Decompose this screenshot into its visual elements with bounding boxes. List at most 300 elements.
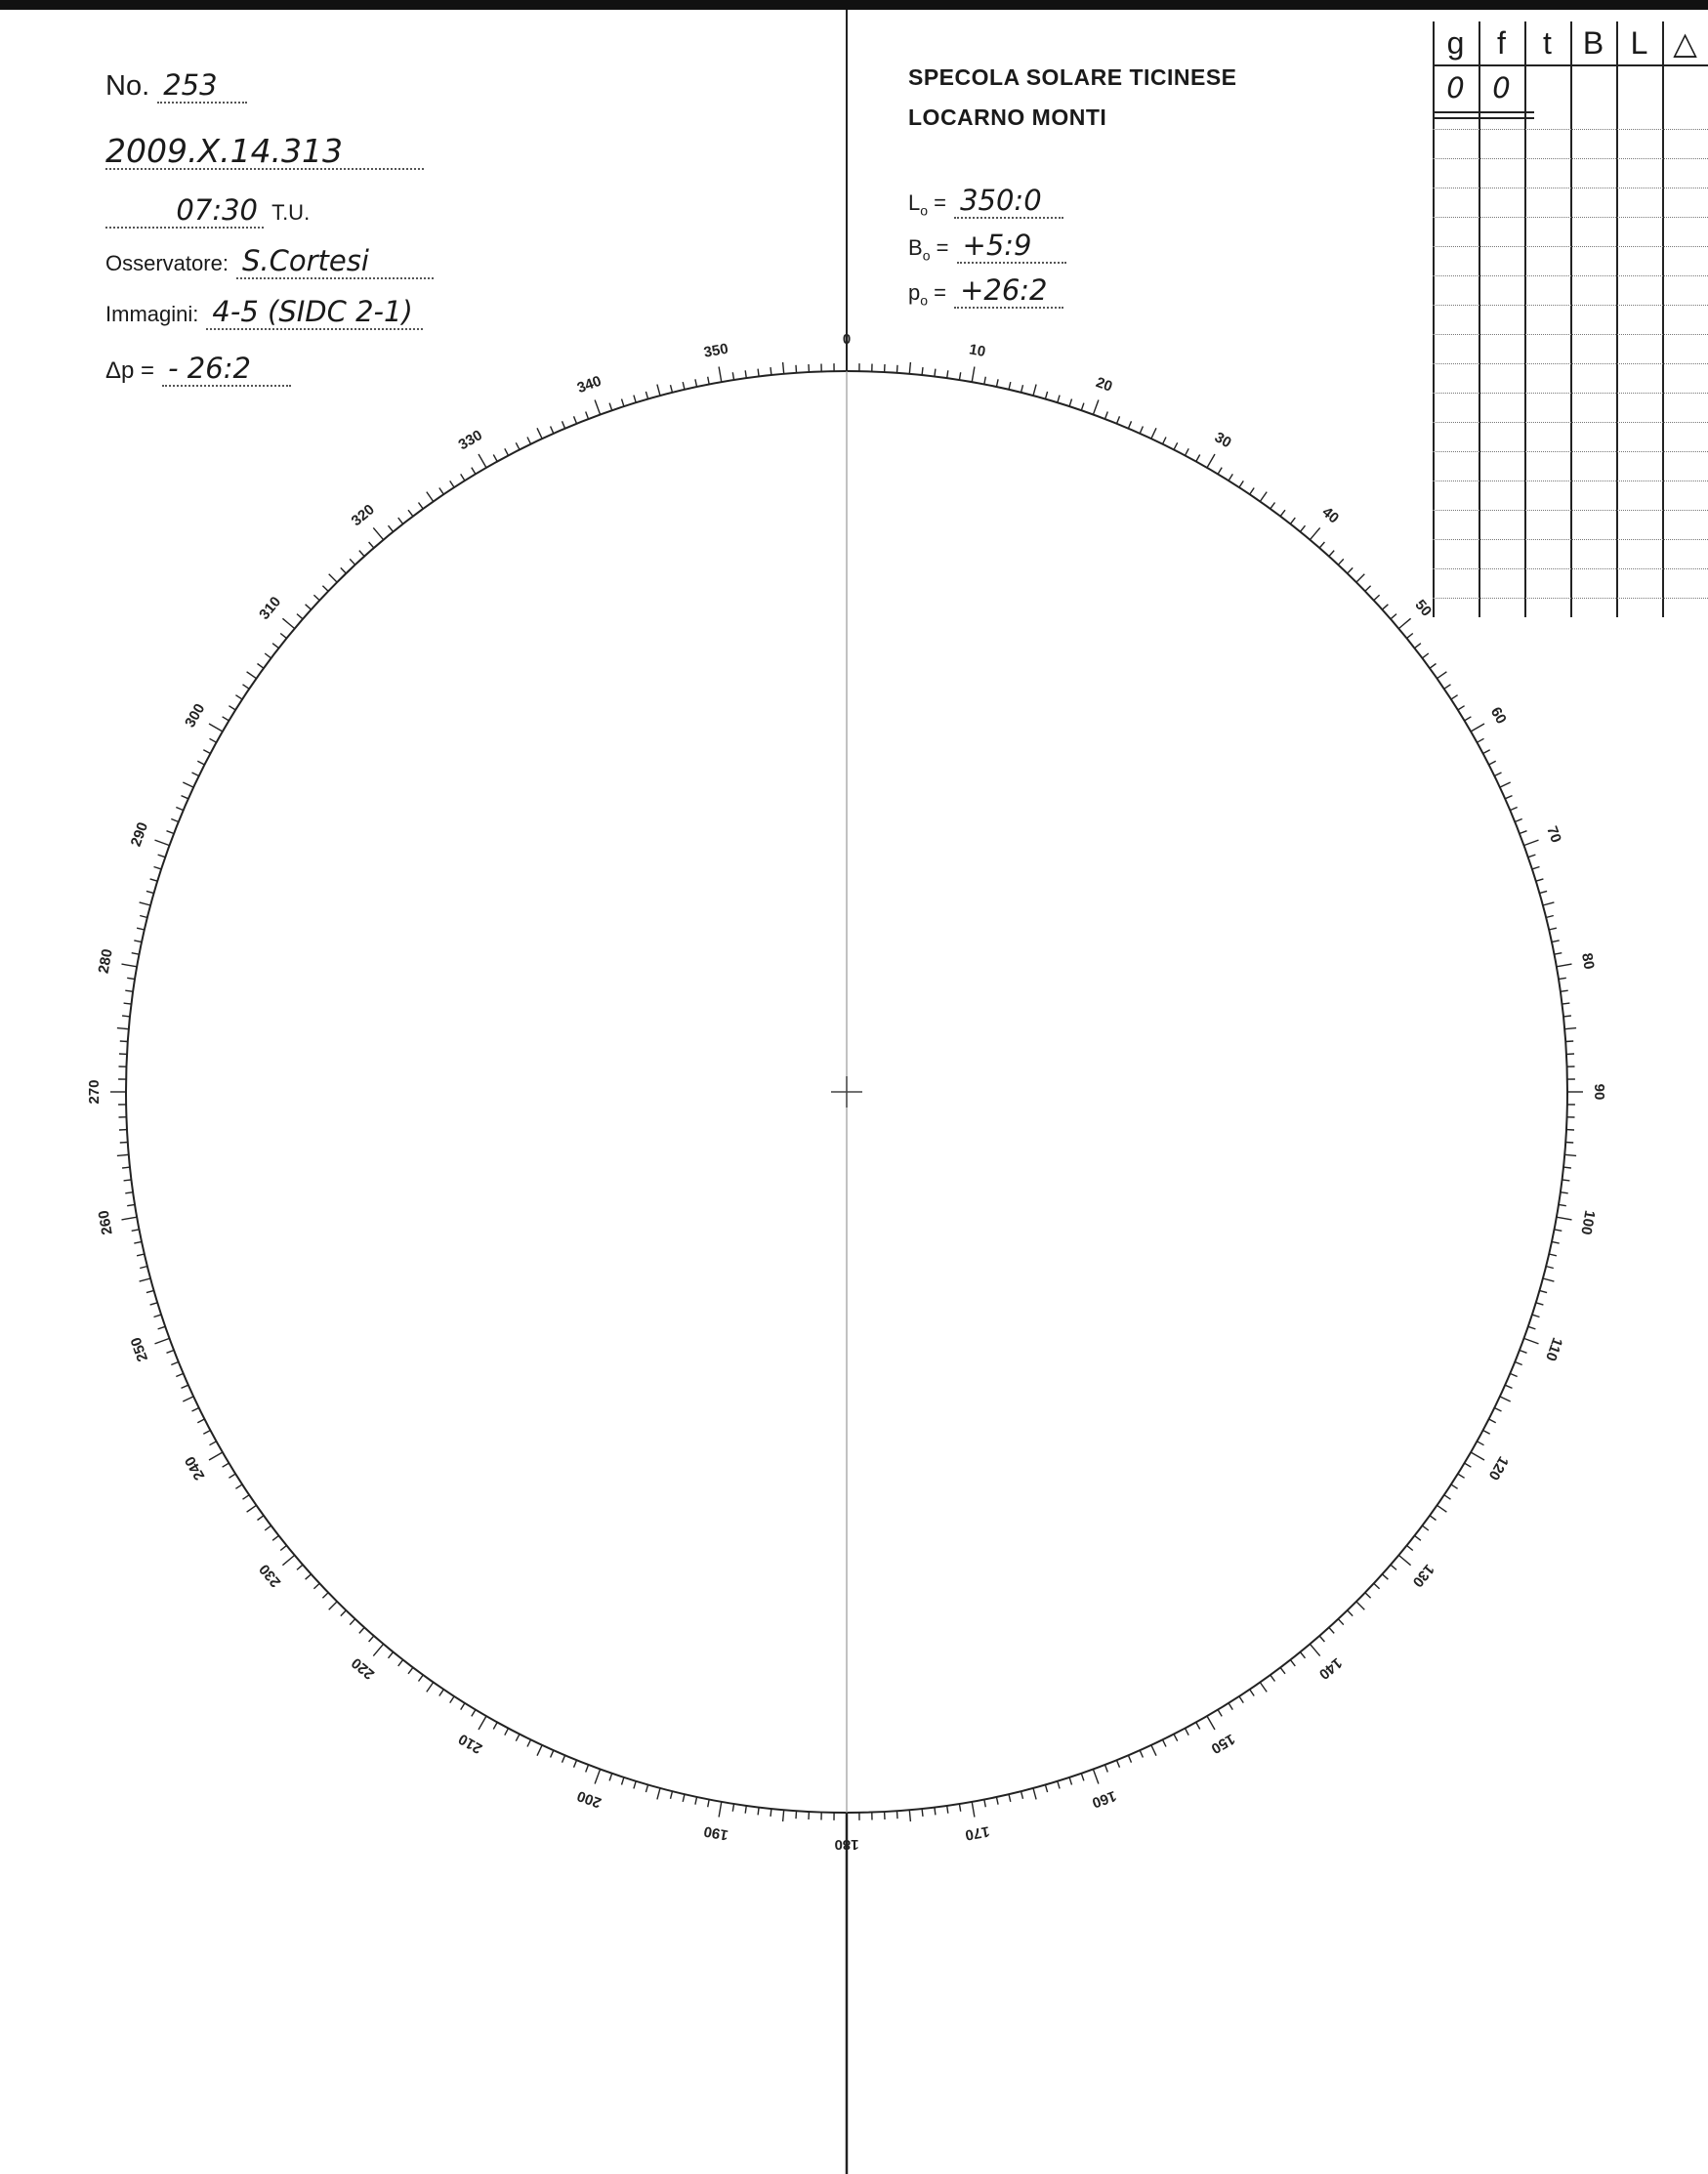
degree-tick — [695, 379, 697, 387]
degree-tick — [127, 1204, 135, 1205]
degree-tick — [1494, 1408, 1501, 1412]
degree-tick — [1069, 399, 1071, 407]
degree-tick — [146, 891, 154, 893]
degree-tick — [229, 706, 235, 710]
degree-tick — [1557, 964, 1572, 967]
degree-tick — [127, 978, 135, 979]
degree-tick — [1329, 1627, 1334, 1633]
header-L: L — [1630, 25, 1648, 61]
degree-tick — [1260, 492, 1267, 502]
degree-tick — [1021, 1791, 1023, 1799]
degree-tick — [1356, 1602, 1365, 1610]
degree-tick — [461, 1703, 465, 1710]
degree-tick — [1559, 1204, 1566, 1205]
degree-tick — [209, 1452, 223, 1460]
institution-line2: LOCARNO MONTI — [908, 105, 1107, 130]
degree-tick — [197, 1419, 204, 1423]
degree-tick — [1539, 891, 1547, 893]
degree-tick — [1348, 567, 1354, 573]
B0-value[interactable]: +5:9 — [957, 229, 1066, 264]
images-label: Immagini: — [105, 302, 199, 326]
degree-tick — [1465, 1463, 1472, 1467]
degree-tick — [158, 1326, 166, 1329]
degree-tick — [1505, 796, 1512, 799]
header-t: t — [1543, 25, 1552, 61]
degree-tick — [306, 605, 312, 609]
degree-tick — [1500, 782, 1511, 787]
degree-tick — [1524, 1338, 1539, 1344]
degree-tick — [1564, 1028, 1576, 1029]
degree-tick — [258, 664, 264, 669]
degree-tick — [972, 367, 975, 383]
degree-tick — [1239, 1696, 1243, 1703]
degree-tick — [439, 1690, 444, 1696]
degree-tick — [1451, 695, 1458, 699]
degree-tick — [132, 953, 140, 955]
degree-tick — [1559, 978, 1566, 979]
degree-tick — [134, 941, 142, 942]
L0-value[interactable]: 350:0 — [954, 184, 1063, 219]
degree-tick — [622, 1777, 624, 1785]
degree-tick — [122, 1167, 130, 1168]
degree-label-150: 150 — [1208, 1730, 1238, 1757]
degree-tick — [419, 503, 424, 509]
degree-tick — [1478, 738, 1484, 742]
degree-tick — [1546, 1267, 1554, 1269]
degree-tick — [516, 1735, 520, 1741]
degree-tick — [297, 614, 303, 619]
degree-tick — [1319, 1636, 1324, 1642]
degree-tick — [1532, 867, 1540, 869]
degree-tick — [1348, 1610, 1354, 1616]
degree-tick — [1505, 1385, 1512, 1388]
degree-tick — [758, 369, 759, 377]
degree-tick — [158, 855, 166, 857]
degree-label-210: 210 — [455, 1730, 485, 1757]
degree-tick — [1093, 1770, 1099, 1784]
degree-tick — [427, 492, 434, 502]
degree-tick — [329, 1602, 338, 1610]
degree-tick — [1500, 1397, 1511, 1401]
degree-tick — [758, 1808, 759, 1816]
degree-label-190: 190 — [702, 1822, 730, 1844]
degree-tick — [329, 574, 338, 583]
date-value[interactable]: 2009.X.14.313 — [105, 135, 424, 170]
header-B: B — [1582, 25, 1604, 61]
degree-tick — [1451, 1484, 1458, 1488]
B0-label: $B_o$ = — [908, 235, 949, 264]
degree-tick — [176, 808, 183, 811]
degree-tick — [671, 385, 673, 393]
L0-label: $L_o$ = — [908, 190, 947, 219]
degree-tick — [132, 1230, 140, 1232]
degree-tick — [389, 1652, 394, 1658]
degree-label-20: 20 — [1093, 374, 1115, 396]
degree-tick — [1163, 1739, 1167, 1746]
degree-tick — [439, 488, 444, 495]
degree-tick — [1239, 481, 1243, 487]
degree-tick — [1045, 1784, 1047, 1792]
cell-f-value[interactable]: 0 — [1492, 71, 1511, 105]
degree-tick — [537, 1745, 542, 1756]
degree-tick — [479, 454, 486, 468]
degree-tick — [209, 724, 223, 732]
degree-tick — [1033, 1788, 1036, 1800]
degree-tick — [1430, 1516, 1436, 1521]
degree-tick — [516, 442, 520, 449]
degree-tick — [359, 1627, 364, 1633]
degree-tick — [280, 634, 286, 639]
degree-label-300: 300 — [182, 700, 209, 731]
degree-tick — [1563, 1167, 1571, 1168]
degree-tick — [1444, 685, 1451, 690]
degree-tick — [472, 468, 476, 475]
degree-tick — [1271, 1675, 1275, 1681]
degree-tick — [1058, 1781, 1060, 1789]
degree-tick — [122, 1016, 130, 1017]
degree-tick — [398, 518, 403, 523]
degree-label-70: 70 — [1543, 823, 1564, 846]
degree-tick — [935, 369, 936, 377]
degree-tick — [137, 1254, 145, 1256]
degree-tick — [223, 1463, 229, 1467]
degree-tick — [134, 1241, 142, 1243]
degree-tick — [1391, 614, 1396, 619]
degree-tick — [595, 1770, 601, 1784]
degree-tick — [1398, 1555, 1410, 1565]
degree-tick — [1338, 559, 1344, 564]
degree-label-100: 100 — [1577, 1208, 1599, 1236]
degree-tick — [609, 1774, 612, 1781]
degree-tick — [223, 717, 229, 721]
degree-tick — [369, 542, 374, 548]
degree-tick — [947, 1806, 948, 1814]
degree-tick — [1174, 442, 1178, 449]
degree-label-290: 290 — [127, 819, 152, 850]
degree-tick — [122, 964, 138, 967]
degree-tick — [972, 1802, 975, 1818]
degree-tick — [154, 1315, 162, 1317]
header-g: g — [1446, 25, 1465, 61]
degree-tick — [586, 1765, 589, 1773]
degree-tick — [984, 1799, 986, 1807]
degree-tick — [909, 1810, 910, 1821]
degree-tick — [1117, 416, 1120, 423]
degree-tick — [176, 1373, 183, 1376]
degree-tick — [1444, 1495, 1451, 1500]
degree-tick — [493, 455, 497, 462]
degree-tick — [732, 1804, 733, 1812]
degree-tick — [505, 1729, 509, 1735]
degree-tick — [1081, 403, 1084, 411]
header-delta: △ — [1673, 25, 1697, 61]
degree-tick — [1329, 551, 1334, 557]
degree-tick — [1186, 448, 1189, 455]
degree-tick — [182, 1385, 188, 1388]
degree-tick — [1565, 1041, 1573, 1042]
degree-tick — [122, 1217, 138, 1220]
degree-tick — [996, 379, 998, 387]
degree-tick — [1218, 1710, 1222, 1717]
degree-tick — [1437, 672, 1447, 679]
degree-tick — [1128, 421, 1131, 428]
degree-tick — [1515, 819, 1521, 822]
degree-tick — [1564, 1154, 1576, 1155]
degree-tick — [1510, 808, 1517, 811]
degree-tick — [1528, 1326, 1536, 1329]
degree-tick — [1562, 1180, 1570, 1181]
degree-tick — [1557, 1217, 1572, 1220]
degree-tick — [120, 1143, 128, 1144]
degree-tick — [313, 595, 319, 601]
degree-tick — [373, 1644, 383, 1655]
degree-tick — [537, 428, 542, 439]
degree-tick — [1229, 1703, 1232, 1710]
degree-tick — [461, 474, 465, 481]
degree-label-320: 320 — [348, 501, 378, 530]
degree-tick — [1300, 1652, 1305, 1658]
degree-tick — [341, 567, 347, 573]
degree-tick — [505, 448, 509, 455]
degree-tick — [959, 1804, 960, 1812]
number-label: No. — [105, 70, 150, 102]
observer-value[interactable]: S.Cortesi — [236, 244, 434, 279]
observer-label: Osservatore: — [105, 251, 229, 275]
degree-tick — [125, 990, 133, 991]
degree-tick — [493, 1723, 497, 1730]
degree-tick — [350, 559, 355, 564]
degree-tick — [1140, 427, 1143, 434]
degree-tick — [450, 1696, 454, 1703]
degree-tick — [341, 1610, 347, 1616]
degree-tick — [1374, 595, 1380, 601]
time-value[interactable]: 07:30 — [105, 193, 264, 229]
degree-tick — [695, 1797, 697, 1805]
degree-tick — [398, 1660, 403, 1666]
degree-tick — [1290, 518, 1295, 523]
degree-tick — [1105, 1765, 1108, 1773]
degree-label-310: 310 — [256, 593, 285, 623]
degree-label-250: 250 — [127, 1334, 152, 1364]
degree-tick — [1033, 385, 1036, 397]
degree-label-180: 180 — [834, 1836, 859, 1854]
degree-tick — [419, 1675, 424, 1681]
degree-tick — [373, 527, 383, 539]
degree-tick — [562, 421, 565, 428]
degree-tick — [1536, 879, 1544, 881]
degree-tick — [1543, 902, 1555, 905]
degree-tick — [1552, 1241, 1560, 1243]
degree-tick — [192, 773, 199, 776]
degree-tick — [272, 1535, 278, 1540]
degree-tick — [140, 916, 147, 918]
degree-tick — [479, 1716, 486, 1730]
degree-tick — [1310, 527, 1319, 539]
degree-tick — [1422, 1526, 1428, 1530]
degree-tick — [1524, 840, 1539, 846]
degree-label-50: 50 — [1411, 596, 1436, 620]
degree-tick — [140, 1278, 151, 1281]
degree-tick — [297, 1565, 303, 1569]
p0-label: $p_o$ = — [908, 280, 947, 309]
degree-label-110: 110 — [1541, 1335, 1566, 1363]
degree-tick — [719, 367, 722, 383]
degree-tick — [472, 1710, 476, 1717]
delta-p-label: Δp = — [105, 357, 155, 384]
degree-tick — [154, 867, 162, 869]
institution-line1: SPECOLA SOLARE TICINESE — [908, 64, 1237, 90]
degree-tick — [609, 403, 612, 411]
degree-tick — [1483, 750, 1490, 754]
degree-tick — [1009, 1794, 1011, 1802]
degree-tick — [1562, 1003, 1570, 1004]
degree-tick — [117, 1028, 129, 1029]
degree-tick — [897, 1811, 898, 1819]
degree-tick — [745, 370, 746, 378]
degree-tick — [935, 1808, 936, 1816]
degree-tick — [562, 1755, 565, 1762]
degree-tick — [1515, 1362, 1521, 1365]
degree-tick — [683, 382, 685, 390]
degree-tick — [959, 372, 960, 380]
degree-tick — [1163, 438, 1167, 444]
images-value[interactable]: 4-5 (SIDC 2-1) — [206, 295, 423, 330]
degree-tick — [1415, 1535, 1421, 1540]
degree-tick — [306, 1574, 312, 1579]
degree-tick — [182, 796, 188, 799]
degree-tick — [1458, 1474, 1465, 1478]
degree-tick — [1458, 706, 1465, 710]
degree-tick — [796, 1811, 797, 1819]
degree-tick — [1196, 455, 1200, 462]
degree-tick — [1365, 586, 1371, 592]
degree-tick — [1300, 525, 1305, 531]
degree-tick — [280, 1545, 286, 1550]
degree-label-270: 270 — [85, 1079, 103, 1105]
degree-tick — [1422, 653, 1428, 658]
degree-tick — [1218, 468, 1222, 475]
degree-label-30: 30 — [1211, 429, 1234, 452]
degree-tick — [210, 1442, 217, 1445]
degree-tick — [117, 1154, 129, 1155]
degree-tick — [167, 831, 175, 834]
degree-tick — [551, 1750, 554, 1757]
degree-tick — [708, 377, 710, 385]
degree-tick — [243, 1495, 250, 1500]
degree-tick — [1543, 1278, 1555, 1281]
degree-tick — [1128, 1755, 1131, 1762]
degree-tick — [1117, 1760, 1120, 1767]
degree-tick — [243, 685, 250, 690]
degree-label-350: 350 — [702, 340, 730, 361]
degree-tick — [1554, 953, 1562, 955]
delta-p-value[interactable]: - 26:2 — [162, 352, 291, 387]
degree-tick — [1207, 1716, 1215, 1730]
degree-tick — [140, 1267, 147, 1269]
degree-tick — [150, 879, 158, 881]
degree-label-10: 10 — [968, 341, 987, 360]
degree-tick — [1290, 1660, 1295, 1666]
degree-tick — [783, 362, 784, 374]
degree-tick — [1494, 773, 1501, 776]
degree-tick — [1021, 385, 1023, 393]
degree-tick — [646, 392, 647, 399]
degree-tick — [1310, 1644, 1319, 1655]
degree-tick — [1546, 916, 1554, 918]
degree-tick — [272, 644, 278, 648]
degree-tick — [1489, 1419, 1496, 1423]
degree-tick — [167, 1351, 175, 1354]
degree-tick — [1471, 1452, 1484, 1460]
degree-tick — [203, 750, 210, 754]
degree-tick — [235, 1484, 242, 1488]
degree-tick — [1319, 542, 1324, 548]
degree-tick — [1093, 400, 1099, 415]
degree-tick — [671, 1791, 673, 1799]
degree-tick — [1250, 488, 1255, 495]
degree-label-280: 280 — [95, 947, 116, 976]
degree-tick — [137, 928, 145, 930]
degree-tick — [574, 1760, 577, 1767]
degree-tick — [1151, 428, 1156, 439]
degree-label-160: 160 — [1089, 1786, 1119, 1812]
cell-g-value[interactable]: 0 — [1446, 71, 1465, 105]
degree-label-340: 340 — [574, 372, 604, 397]
degree-tick — [1528, 855, 1536, 857]
degree-tick — [155, 840, 170, 846]
degree-tick — [235, 695, 242, 699]
degree-tick — [1471, 724, 1484, 732]
header-f: f — [1497, 25, 1506, 61]
p0-value[interactable]: +26:2 — [954, 273, 1063, 309]
degree-tick — [247, 672, 257, 679]
degree-tick — [1407, 1545, 1413, 1550]
degree-tick — [1280, 1667, 1285, 1673]
degree-tick — [247, 1505, 257, 1512]
degree-label-220: 220 — [348, 1653, 378, 1683]
degree-label-170: 170 — [963, 1822, 991, 1844]
degree-tick — [1415, 644, 1421, 648]
degree-tick — [1520, 831, 1527, 834]
degree-tick — [732, 372, 733, 380]
degree-tick — [1549, 1254, 1557, 1256]
degree-tick — [183, 782, 193, 787]
degree-label-200: 200 — [574, 1786, 604, 1812]
degree-tick — [574, 416, 577, 423]
degree-tick — [947, 370, 948, 378]
degree-tick — [783, 1810, 784, 1821]
degree-tick — [527, 1739, 531, 1746]
degree-tick — [745, 1806, 746, 1814]
degree-tick — [1561, 990, 1568, 991]
degree-tick — [171, 819, 178, 822]
degree-tick — [258, 1516, 264, 1521]
degree-tick — [634, 396, 636, 403]
degree-tick — [350, 1619, 355, 1625]
degree-tick — [984, 377, 986, 385]
degree-tick — [909, 362, 910, 374]
degree-tick — [1140, 1750, 1143, 1757]
degree-label-60: 60 — [1486, 704, 1510, 728]
number-value[interactable]: 253 — [157, 68, 247, 104]
degree-tick — [897, 365, 898, 373]
degree-tick — [634, 1781, 636, 1789]
degree-tick — [622, 399, 624, 407]
degree-tick — [140, 902, 151, 905]
degree-tick — [1565, 1143, 1573, 1144]
degree-tick — [1483, 1431, 1490, 1435]
degree-tick — [551, 427, 554, 434]
